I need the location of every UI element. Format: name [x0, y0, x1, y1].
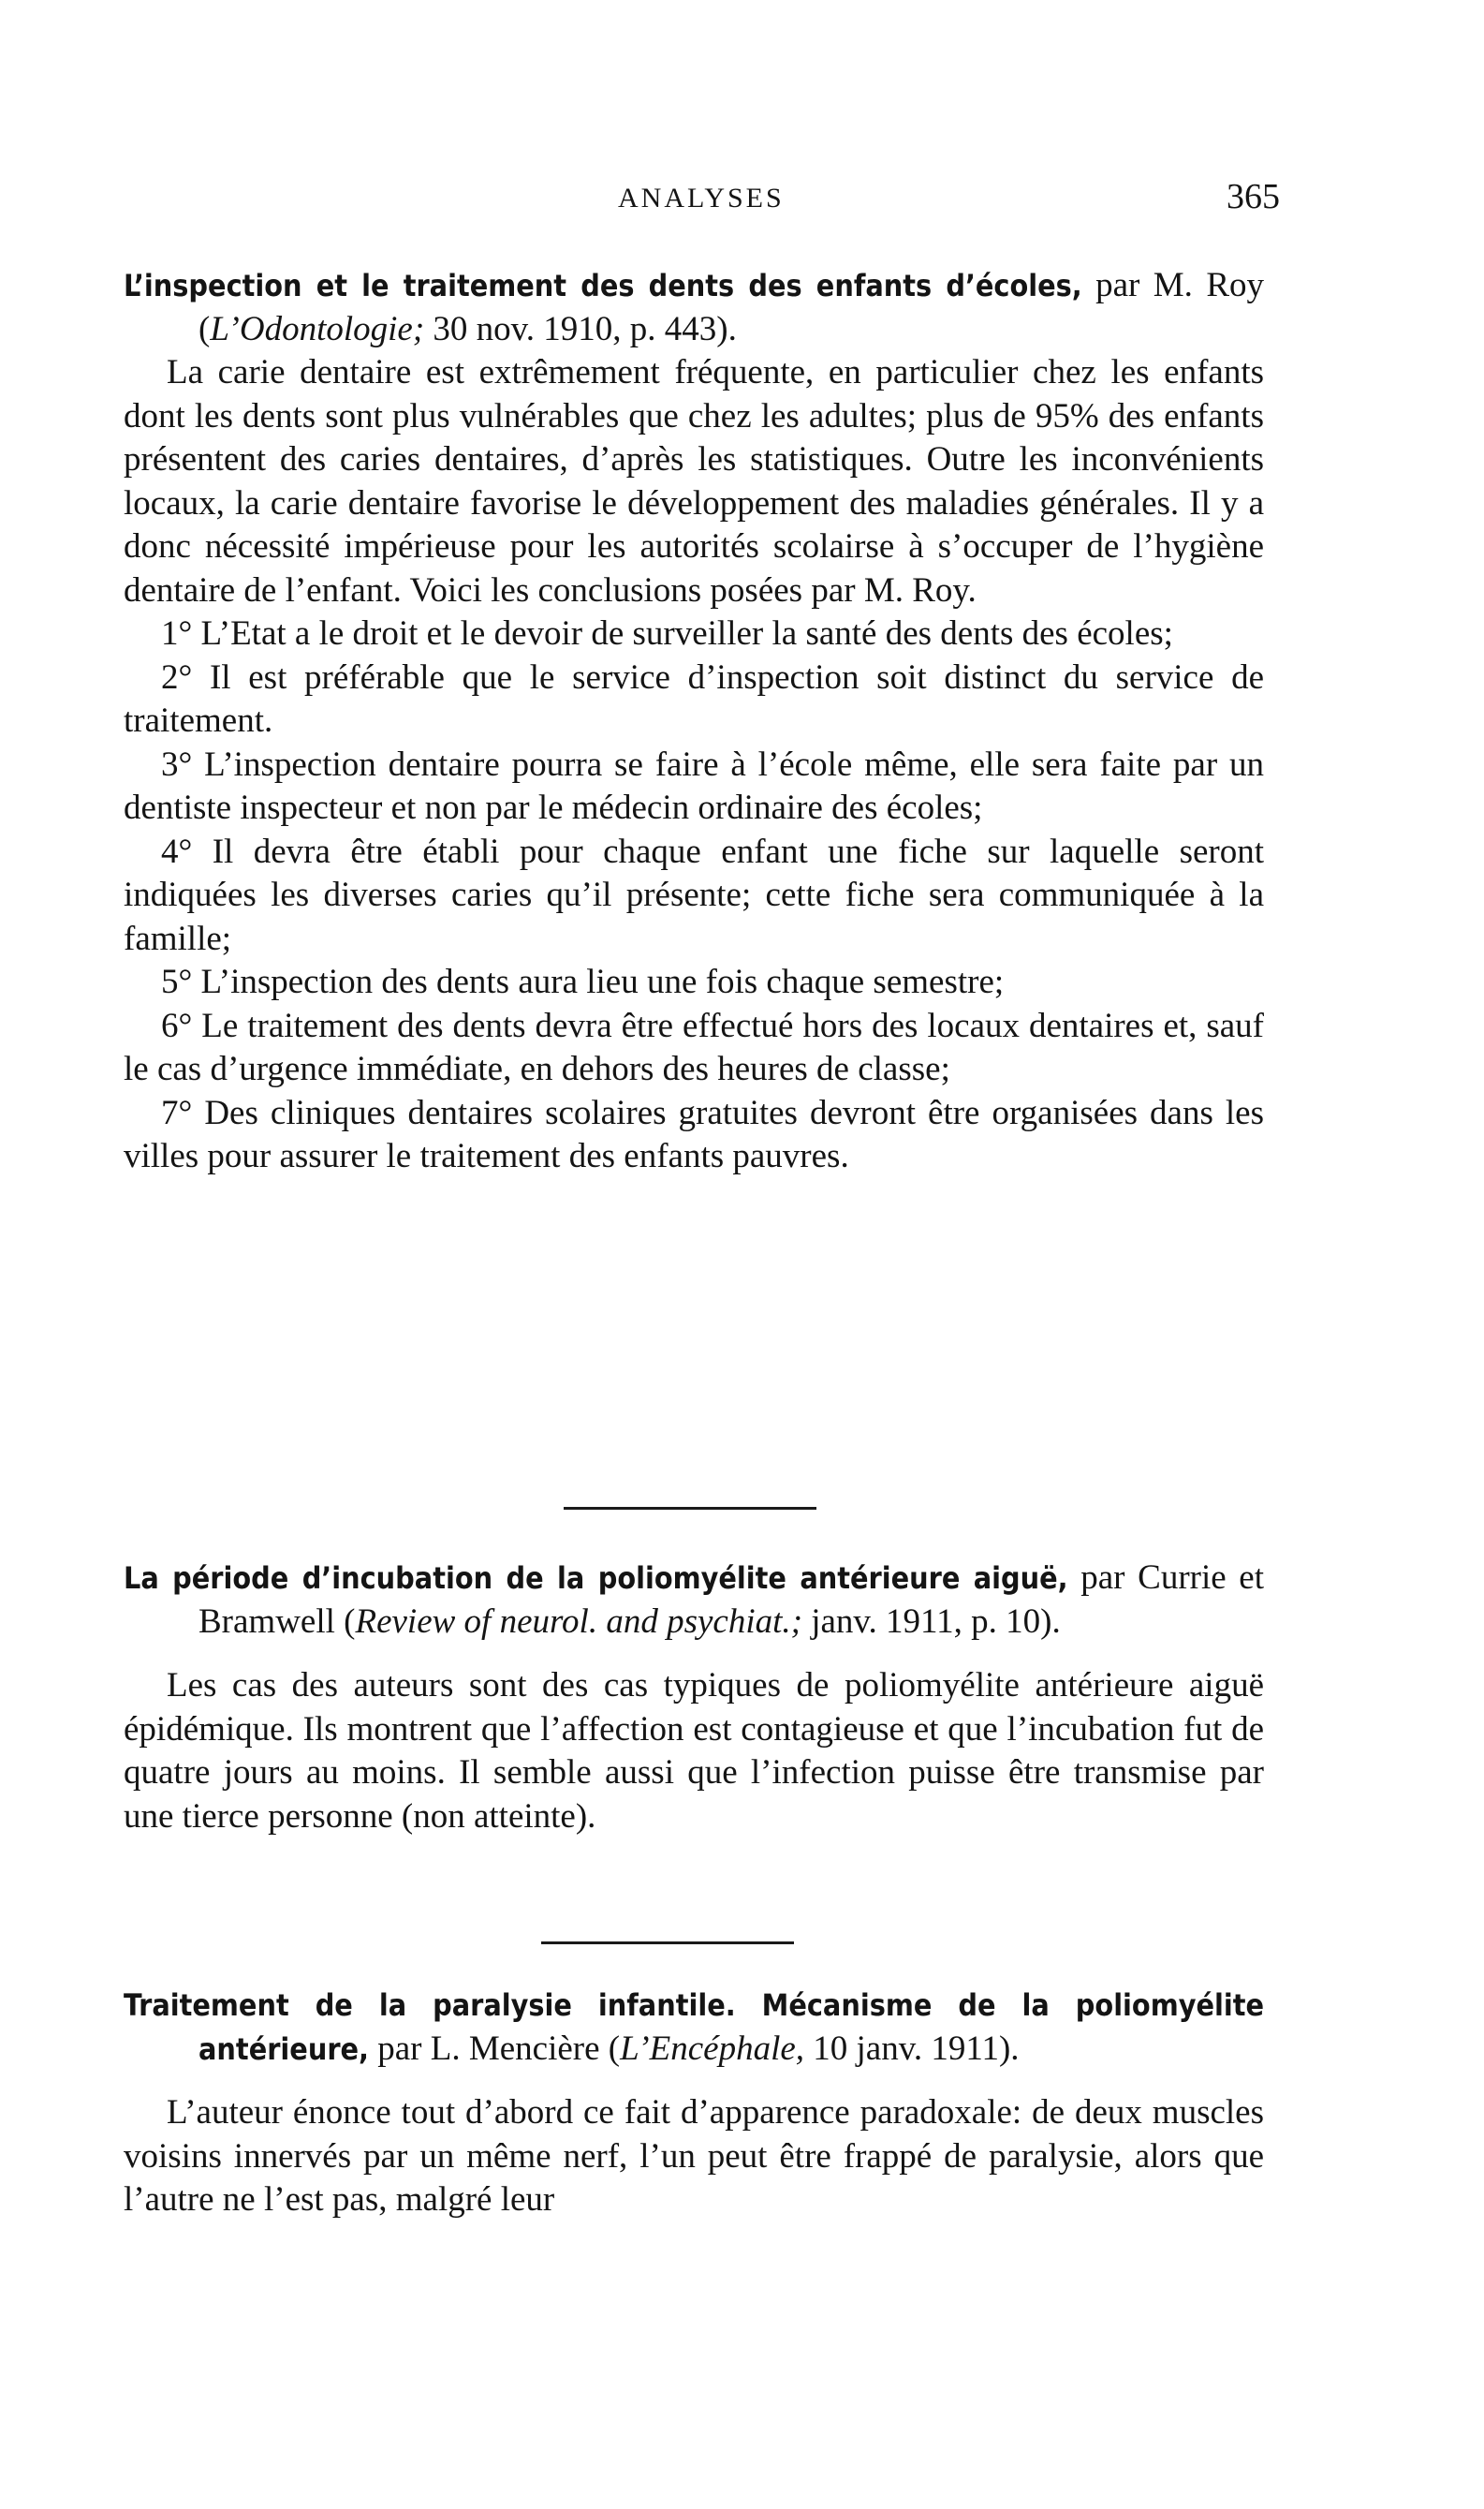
- article-title: L’inspection et le traitement des dents des enfants d’écoles,: [124, 268, 1082, 303]
- article-inspection-dents: [124, 264, 1264, 1179]
- article-source: Review of neurol. and psychiat.;: [355, 1601, 802, 1641]
- conclusion-item: 2° Il est préférable que le service d’inspection soit distinct du service de traitement.: [124, 657, 1264, 740]
- section-divider: [564, 1507, 816, 1510]
- article-source: L’Encéphale,: [620, 2029, 805, 2068]
- conclusion-item: 1° L’Etat a le droit et le devoir de surveiller la santé des dents des écoles;: [161, 614, 1173, 653]
- article-intro: La carie dentaire est extrêmement fréquente, en particulier chez les enfants dont les dents sont plus vulnérables que chez les adultes; plus de 95% des enfants présentent des caries dentaires, d’après les statistiques. Outre les inconvénients locaux, la carie dentaire favorise le développement des maladies générales. Il y a donc nécessité impérieuse pour les autorités scolairse à s’occuper de l’hygiène dentaire de l’enfant. Voici les conclusions posées par M. Roy.: [124, 353, 1264, 610]
- conclusion-item: 7° Des cliniques dentaires scolaires gratuites devront être organisées dans les villes pour assurer le traitement des enfants pauvres.: [124, 1093, 1264, 1175]
- page-number: 365: [1227, 177, 1280, 216]
- article-body: L’auteur énonce tout d’abord ce fait d’apparence paradoxale: de deux muscles voisins innervés par un même nerf, l’un peut être frappé de paralysie, alors que l’autre ne l’est pas, malgré leur: [124, 2093, 1264, 2219]
- conclusion-item: 6° Le traitement des dents devra être effectué hors des locaux dentaires et, sauf le cas d’urgence immédiate, en dehors des heures de classe;: [124, 1006, 1264, 1088]
- article-incubation-poliomyelite: [124, 1557, 1264, 1838]
- article-byline: par L. Mencière (: [368, 2029, 621, 2068]
- article-byline: par M. Roy (: [198, 266, 1264, 348]
- article-heading: [124, 1984, 1264, 2071]
- article-heading: [124, 264, 1264, 351]
- article-source-details: 30 nov. 1910, p. 443).: [424, 309, 737, 348]
- running-head: ANALYSES: [618, 183, 785, 214]
- article-title: La période d’incubation de la poliomyélite antérieure aiguë,: [124, 1560, 1068, 1596]
- conclusion-item: 3° L’inspection dentaire pourra se faire à l’école même, elle sera faite par un dentiste inspecteur et non par le médecin ordinaire des écoles;: [124, 745, 1264, 827]
- article-source-details: janv. 1911, p. 10).: [801, 1601, 1061, 1641]
- section-divider: [541, 1941, 794, 1944]
- article-body: Les cas des auteurs sont des cas typiques de poliomyélite antérieure aiguë épidémique. Ils montrent que l’affection est contagieuse et que l’incubation fut de quatre jours au moins. Il semble aussi que l’infection puisse être transmise par une tierce personne (non atteinte).: [124, 1666, 1264, 1836]
- article-title: Traitement de la paralysie infantile. Mécanisme de la poliomyélite antérieure,: [124, 1987, 1264, 2067]
- conclusion-item: 4° Il devra être établi pour chaque enfant une fiche sur laquelle seront indiquées les diverses caries qu’il présente; cette fiche sera communiquée à la famille;: [124, 832, 1264, 958]
- article-paralysie-infantile: [124, 1984, 1264, 2222]
- article-heading: [124, 1557, 1264, 1644]
- conclusion-item: 5° L’inspection des dents aura lieu une fois chaque semestre;: [161, 963, 1005, 1001]
- article-source-details: 10 janv. 1911).: [804, 2029, 1020, 2068]
- article-byline: par Currie et Bramwell (: [198, 1558, 1264, 1641]
- article-source: L’Odontologie;: [210, 309, 425, 348]
